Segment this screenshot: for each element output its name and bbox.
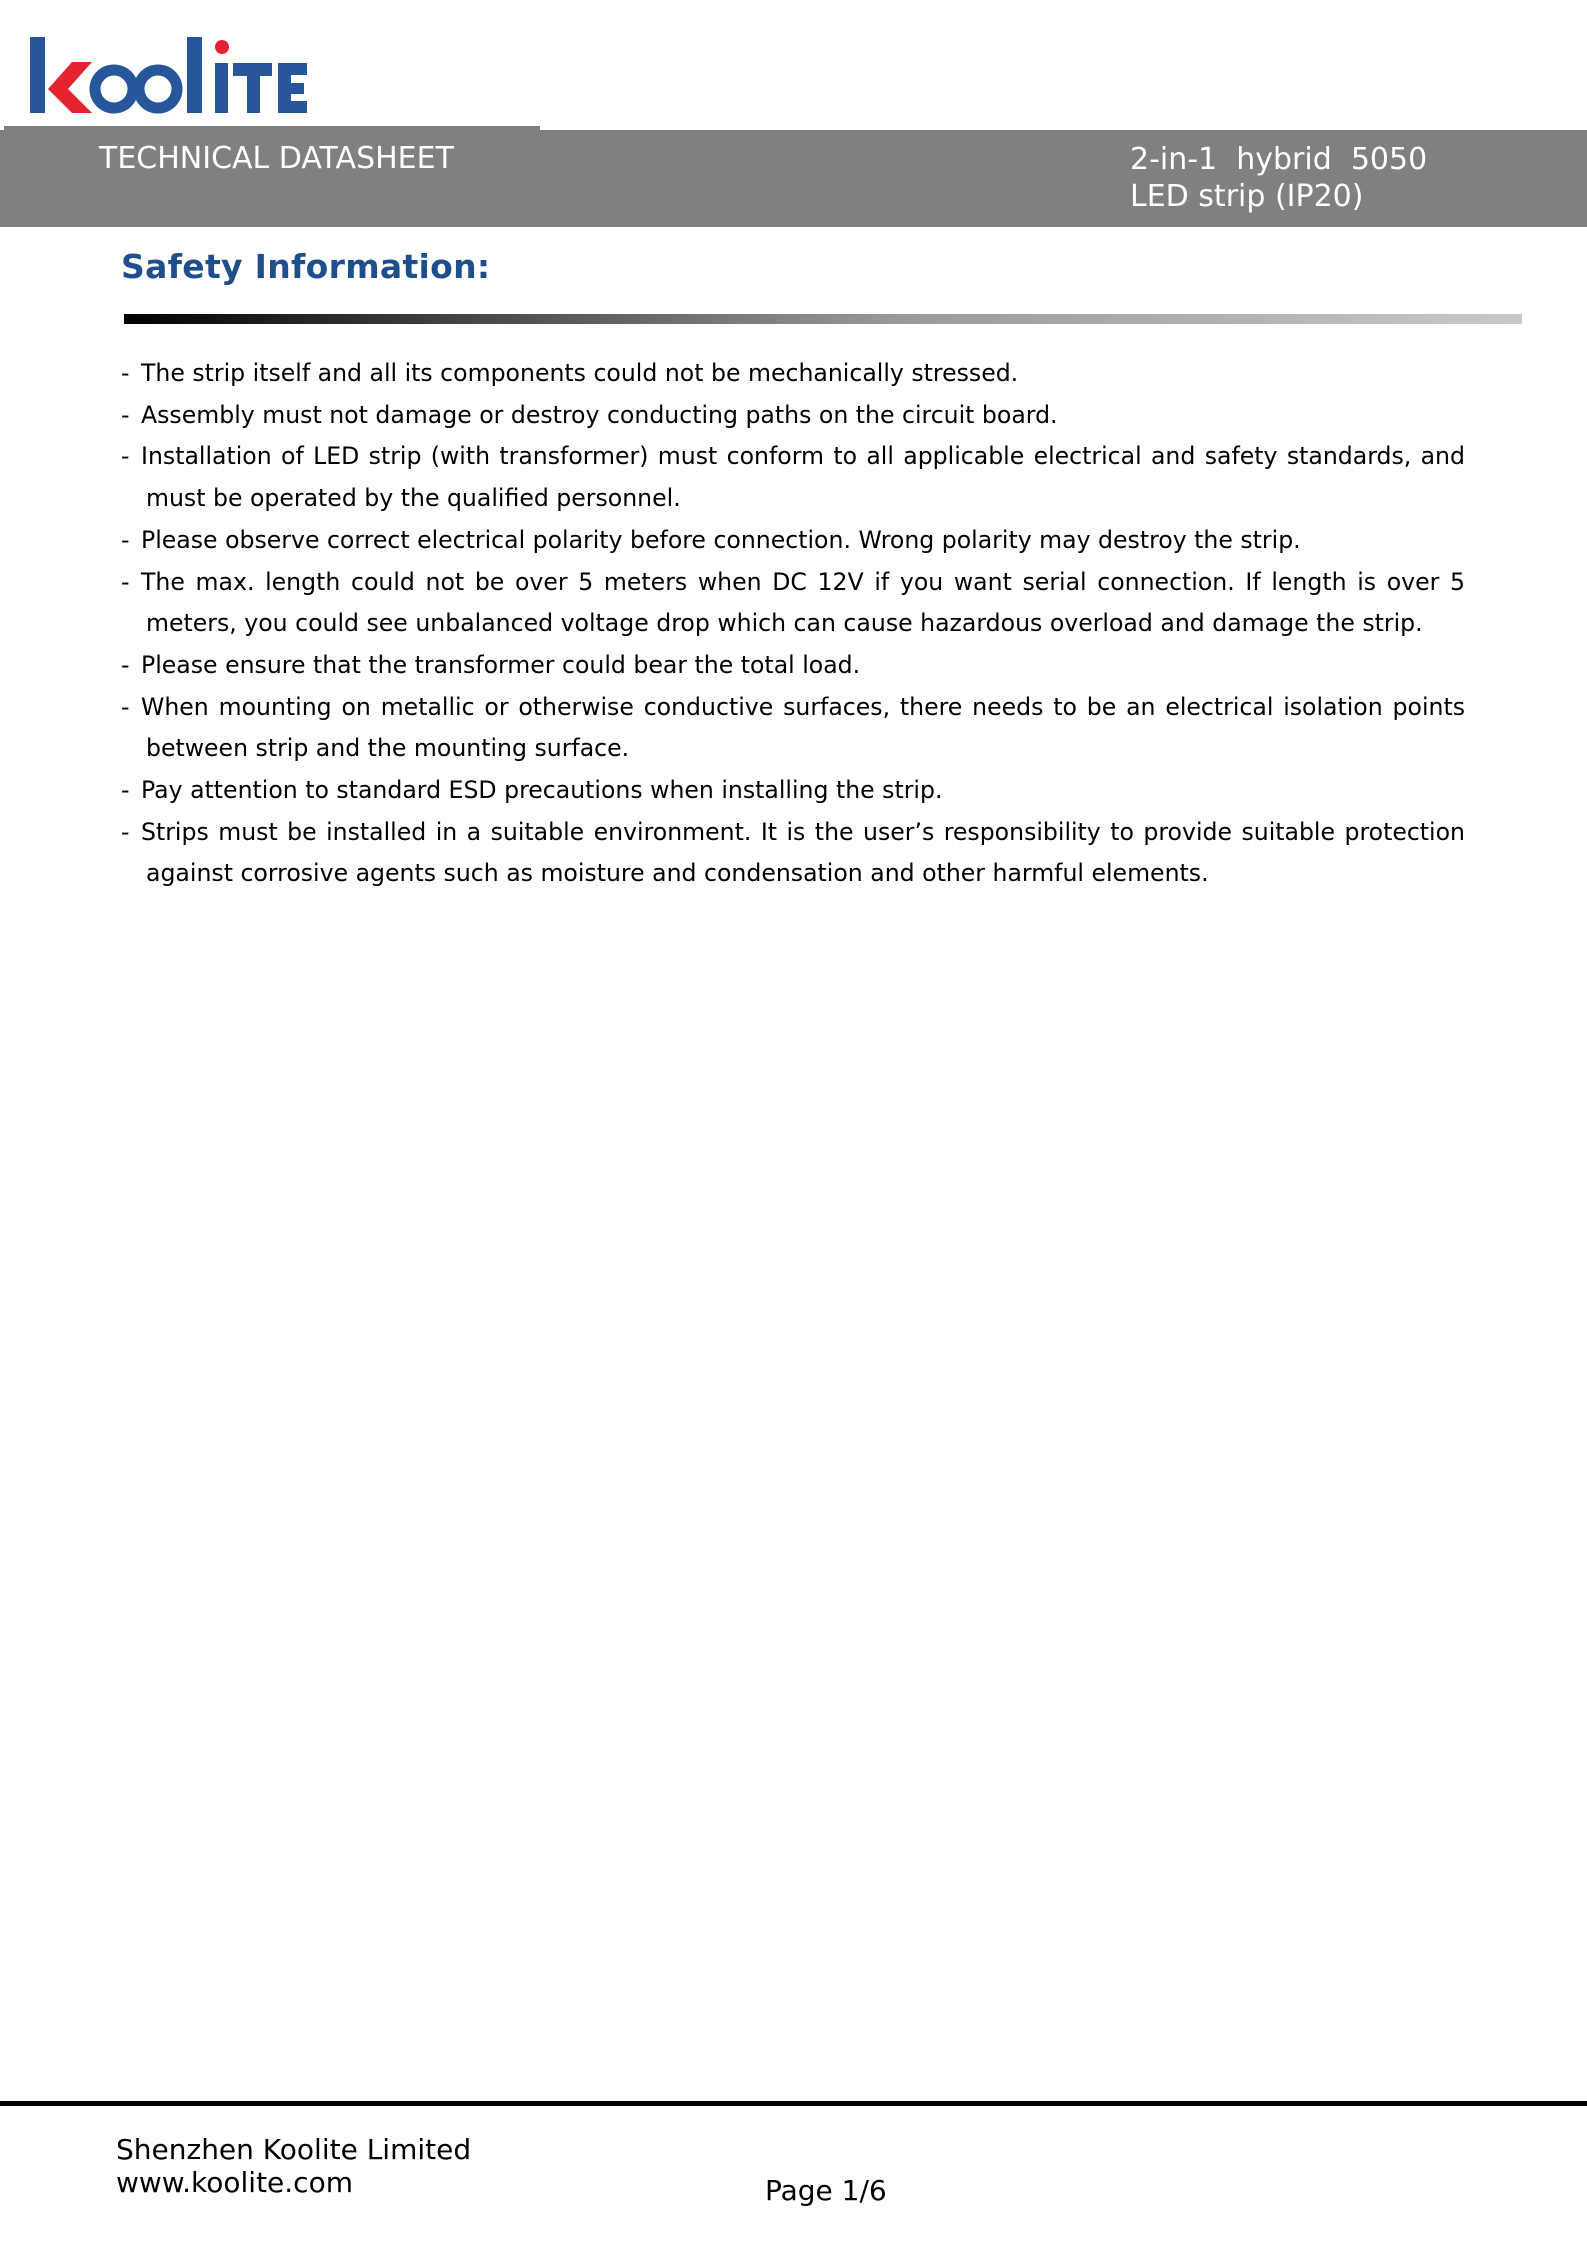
bullet-dash: - xyxy=(121,776,130,805)
footer-divider xyxy=(0,2101,1587,2106)
bullet-dash: - xyxy=(121,817,130,846)
koolite-logo xyxy=(0,0,320,125)
list-item xyxy=(121,353,1465,395)
logo-l xyxy=(187,37,202,113)
logo-o-2 xyxy=(139,70,177,108)
footer-company-info xyxy=(116,2133,471,2199)
logo-letters xyxy=(30,37,307,113)
logo-t-stem xyxy=(247,63,260,113)
safety-list xyxy=(121,353,1465,895)
logo-i-stem xyxy=(215,63,228,113)
bullet-dash: - xyxy=(121,442,130,471)
logo-e-bottom xyxy=(278,101,307,113)
list-item-text: Please observe correct electrical polarity before connection. Wrong polarity may destroy the strip. xyxy=(141,525,1301,554)
bullet-dash: - xyxy=(121,567,130,596)
list-item xyxy=(121,436,1465,519)
company-website: www.koolite.com xyxy=(116,2166,353,2199)
list-item-text: When mounting on metallic or otherwise conductive surfaces, there needs to be an electrical isolation points between strip and the mounting surface. xyxy=(141,692,1465,763)
list-item xyxy=(121,562,1465,645)
section-title: Safety Information: xyxy=(121,247,491,286)
logo-k-chevron xyxy=(48,62,92,113)
gradient-divider xyxy=(124,314,1522,324)
list-item xyxy=(121,687,1465,770)
company-name: Shenzhen Koolite Limited xyxy=(116,2133,472,2166)
list-item xyxy=(121,770,1465,812)
list-item xyxy=(121,645,1465,687)
bullet-dash: - xyxy=(121,359,130,387)
bullet-dash: - xyxy=(121,525,130,554)
product-title-line-1: 2-in-1 hybrid 5050 xyxy=(1130,142,1428,177)
logo-e-top xyxy=(278,63,307,75)
list-item-text: Please ensure that the transformer could bear the total load. xyxy=(141,650,861,679)
document-type: TECHNICAL DATASHEET xyxy=(99,141,454,176)
logo-e-mid xyxy=(278,83,304,94)
list-item xyxy=(121,812,1465,895)
bullet-dash: - xyxy=(121,400,130,429)
list-item xyxy=(121,395,1465,437)
product-title-line-2: LED strip (IP20) xyxy=(1130,179,1364,214)
list-item-text: Pay attention to standard ESD precautions when installing the strip. xyxy=(141,776,943,805)
page-number: Page 1/6 xyxy=(765,2174,887,2207)
list-item-text: Strips must be installed in a suitable environment. It is the user’s responsibility to provide suitable protection against corrosive agents such as moisture and condensation and other harmful elements. xyxy=(141,817,1465,888)
logo-o-1 xyxy=(95,70,133,108)
list-item xyxy=(121,520,1465,562)
bullet-dash: - xyxy=(121,692,130,721)
list-item-text: Assembly must not damage or destroy conducting paths on the circuit board. xyxy=(141,400,1058,429)
bullet-dash: - xyxy=(121,650,130,679)
list-item-text: The max. length could not be over 5 meters when DC 12V if you want serial connection. If length is over 5 meters, you could see unbalanced voltage drop which can cause hazardous overload and damage the strip. xyxy=(141,567,1465,638)
list-item-text: The strip itself and all its components could not be mechanically stressed. xyxy=(141,359,1019,387)
logo-i-dot xyxy=(215,40,229,54)
product-title xyxy=(1130,141,1427,215)
logo-k-stem xyxy=(30,37,45,113)
list-item-text: Installation of LED strip (with transformer) must conform to all applicable electrical and safety standards, and must be operated by the qualified personnel. xyxy=(141,442,1465,513)
